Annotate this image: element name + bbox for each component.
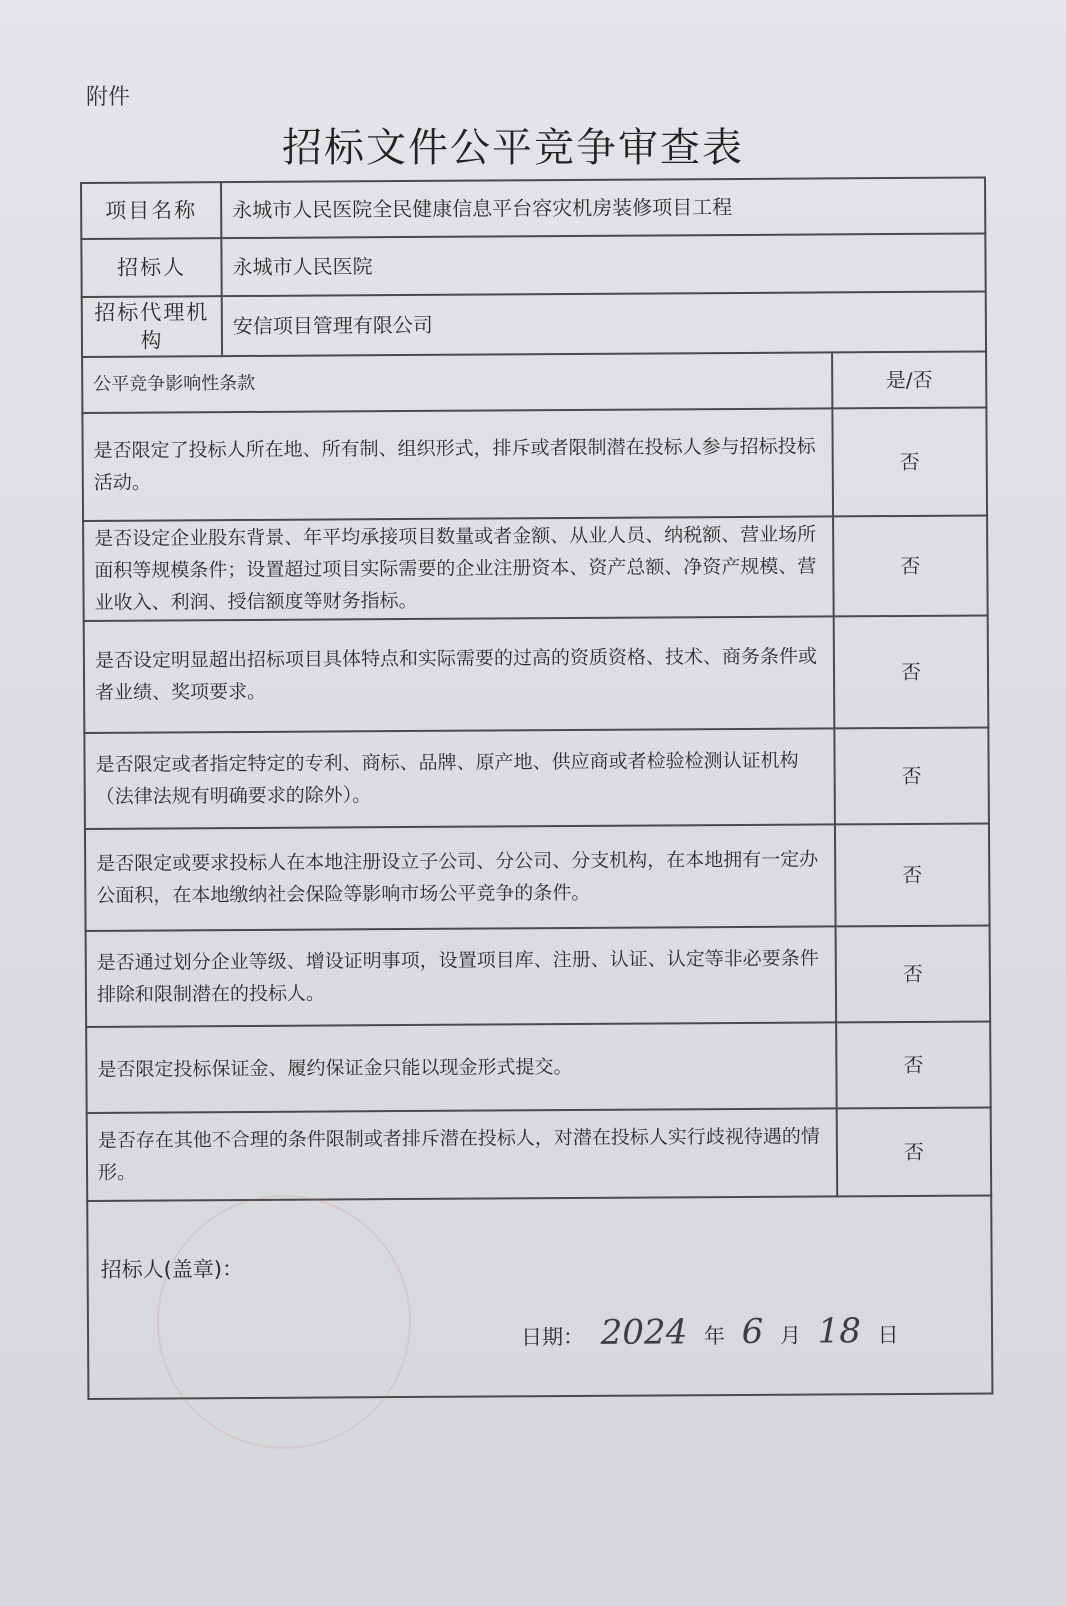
agency-label: 招标代理机构 (82, 296, 222, 357)
review-item-answer: 否 (835, 823, 990, 926)
review-item-clause: 是否限定了投标人所在地、所有制、组织形式，排斥或者限制潜在投标人参与招标投标活动。 (82, 408, 833, 521)
project-name-row (81, 177, 985, 239)
date-year: 2024 (600, 1312, 688, 1353)
tenderer-label: 招标人 (81, 238, 221, 297)
project-name-label: 项目名称 (81, 182, 221, 239)
review-item-row (82, 407, 987, 521)
review-item-clause: 是否限定或要求投标人在本地注册设立子公司、分公司、分支机构，在本地拥有一定办公面积，在本地缴纳社会保险等影响市场公平竞争的条件。 (85, 824, 836, 931)
agency-row (82, 291, 986, 357)
review-item-answer: 否 (833, 515, 988, 616)
review-header-row (82, 351, 986, 413)
review-item-row (87, 1107, 992, 1201)
faded-seal-stamp (156, 1194, 412, 1450)
date-day-unit: 日 (877, 1323, 899, 1348)
review-item-answer: 否 (836, 925, 991, 1022)
review-item-row (86, 1021, 991, 1113)
signature-date (520, 1311, 899, 1353)
tenderer-seal-label: 招标人(盖章)： (100, 1257, 244, 1282)
review-item-answer: 否 (837, 1107, 992, 1196)
review-item-clause: 是否通过划分企业等级、增设证明事项，设置项目库、注册、认证、认定等非必要条件排除和限制潜在的投标人。 (86, 926, 837, 1027)
answer-column-header: 是/否 (832, 351, 986, 408)
review-item-row (85, 823, 990, 931)
review-item-clause: 是否存在其他不合理的条件限制或者排斥潜在投标人，对潜在投标人实行歧视待遇的情形。 (87, 1108, 838, 1201)
review-item-row (84, 615, 989, 733)
date-day: 18 (817, 1311, 862, 1352)
review-item-answer: 否 (836, 1021, 991, 1108)
date-label: 日期： (520, 1324, 585, 1350)
document-title: 招标文件公平竞争审查表 (282, 125, 744, 171)
review-item-answer: 否 (834, 615, 989, 728)
date-month: 6 (741, 1311, 764, 1352)
review-item-row (83, 515, 988, 621)
review-item-answer: 否 (834, 727, 989, 824)
review-item-clause: 是否限定投标保证金、履约保证金只能以现金形式提交。 (86, 1022, 837, 1113)
review-item-clause: 是否限定或者指定特定的专利、商标、品牌、原产地、供应商或者检验检测认证机构（法律法规有明确要求的除外）。 (84, 728, 835, 829)
date-year-unit: 年 (703, 1324, 726, 1349)
tenderer-row (81, 233, 985, 297)
review-item-answer: 否 (832, 407, 987, 516)
date-month-unit: 月 (779, 1323, 802, 1348)
agency-value: 安信项目管理有限公司 (222, 291, 986, 356)
review-item-row (86, 925, 991, 1027)
signature-cell (87, 1195, 992, 1399)
attachment-label: 附件 (86, 85, 131, 110)
review-item-row (84, 727, 989, 829)
review-item-clause: 是否设定明显超出招标项目具体特点和实际需要的过高的资质资格、技术、商务条件或者业绩、奖项要求。 (84, 616, 835, 733)
tenderer-value: 永城市人民医院 (221, 233, 985, 296)
signature-row (87, 1195, 992, 1399)
review-form-table (80, 176, 993, 1400)
project-name-value: 永城市人民医院全民健康信息平台容灾机房装修项目工程 (221, 177, 985, 238)
clause-column-header: 公平竞争影响性条款 (82, 352, 832, 413)
review-item-clause: 是否设定企业股东背景、年平均承接项目数量或者金额、从业人员、纳税额、营业场所面积等规模条件；设置超过项目实际需要的企业注册资本、资产总额、净资产规模、营业收入、利润、授信额度等财务指标。 (83, 516, 834, 621)
